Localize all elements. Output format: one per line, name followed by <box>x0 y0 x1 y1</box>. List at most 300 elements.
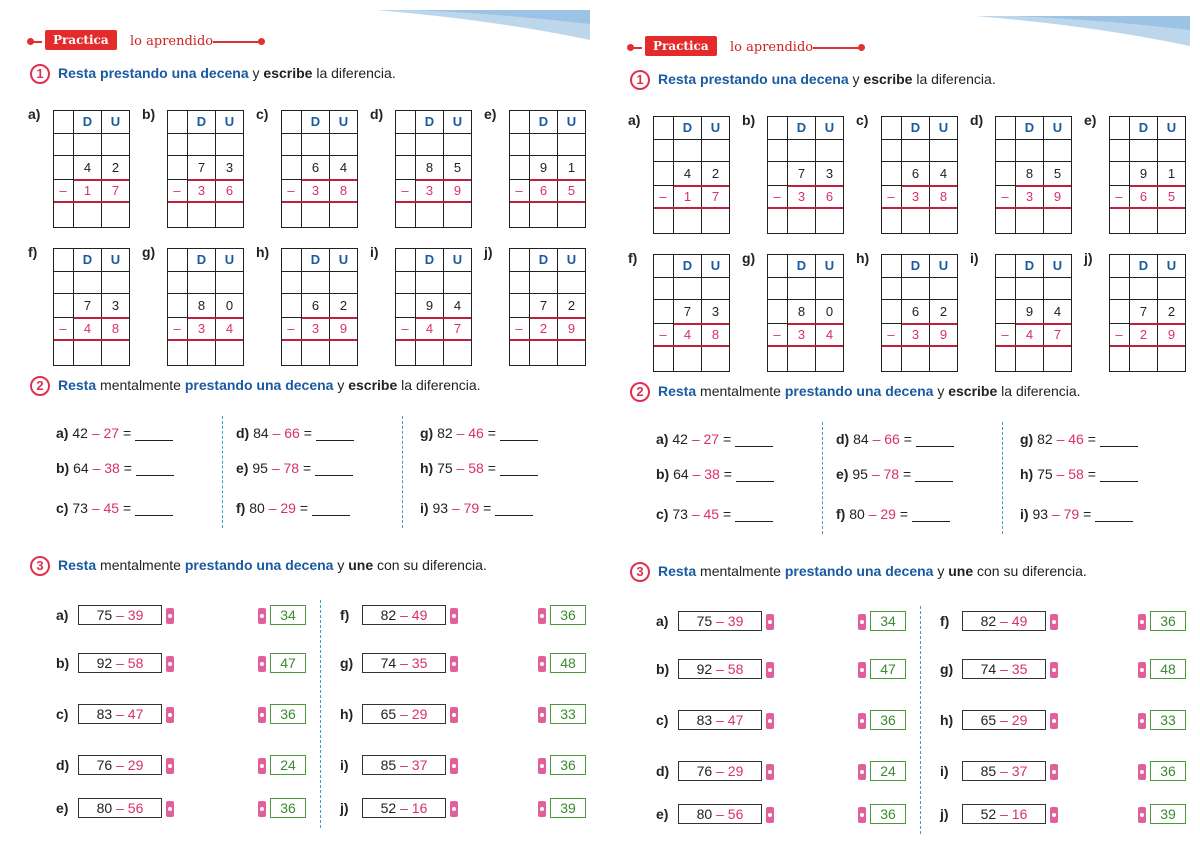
subtrahend: 29 <box>727 763 744 779</box>
grid-cell: – <box>1109 186 1130 208</box>
mental-subtraction <box>836 466 953 482</box>
grid-cell: 1 <box>558 156 586 180</box>
answer-box: 34 <box>270 605 306 625</box>
grid-cell: D <box>902 116 930 140</box>
grid-cell: U <box>444 248 472 272</box>
subtrahend: 58 <box>1068 466 1084 482</box>
grid-cell: D <box>302 110 330 134</box>
subtraction-grid <box>28 106 138 231</box>
subtrahend: 29 <box>127 757 144 773</box>
connector-socket-icon[interactable] <box>258 608 266 624</box>
banner-dot <box>627 44 634 51</box>
du-grid <box>53 110 130 228</box>
grid-cell: 4 <box>216 318 244 340</box>
grid-cell: 0 <box>216 294 244 318</box>
connector-plug-icon[interactable] <box>766 713 774 729</box>
minuend: 52 <box>380 800 397 816</box>
match-answer <box>858 804 906 824</box>
expression-box <box>78 704 162 724</box>
subtrahend: 49 <box>411 607 428 623</box>
minus-sign: – <box>116 800 124 816</box>
minus-sign: – <box>400 706 408 722</box>
grid-cell: 3 <box>416 180 444 202</box>
connector-socket-icon[interactable] <box>1138 713 1146 729</box>
grid-frame <box>281 110 358 228</box>
connector-socket-icon[interactable] <box>1138 662 1146 678</box>
grid-frame <box>53 248 130 366</box>
connector-socket-icon[interactable] <box>538 707 546 723</box>
connector-socket-icon[interactable] <box>538 758 546 774</box>
grid-cell: 5 <box>444 156 472 180</box>
grid-cell: D <box>530 110 558 134</box>
connector-plug-icon[interactable] <box>766 614 774 630</box>
minus-sign: – <box>1000 806 1008 822</box>
subtraction-grid <box>484 244 594 369</box>
exercise-letter: d) <box>970 112 984 128</box>
connector-plug-icon[interactable] <box>1050 807 1058 823</box>
minus-sign: – <box>116 706 124 722</box>
grid-cell: U <box>216 110 244 134</box>
answer-blank[interactable] <box>315 461 353 476</box>
exercise-letter: d) <box>836 431 850 447</box>
grid-cell: 4 <box>330 156 358 180</box>
subtrahend: 47 <box>127 706 144 722</box>
grid-cell: 3 <box>902 186 930 208</box>
minuend: 93 <box>1032 506 1049 522</box>
subtrahend: 16 <box>411 800 428 816</box>
du-grid <box>509 110 586 228</box>
equals-sign: = <box>899 506 909 522</box>
grid-cell: 9 <box>558 318 586 340</box>
section-number: 3 <box>630 562 650 582</box>
grid-cell: 3 <box>216 156 244 180</box>
connector-socket-icon[interactable] <box>858 807 866 823</box>
exercise-letter: e) <box>236 460 249 476</box>
grid-cell: 8 <box>788 300 816 324</box>
grid-cell: D <box>902 254 930 278</box>
minuend: 83 <box>696 712 713 728</box>
mental-subtraction <box>656 506 773 522</box>
minus-sign: – <box>716 661 724 677</box>
minuend: 80 <box>96 800 113 816</box>
mental-subtraction <box>420 425 538 441</box>
answer-blank[interactable] <box>735 507 773 522</box>
match-answer <box>858 611 906 631</box>
expression-box <box>678 761 762 781</box>
exercise-letter: j) <box>484 244 493 260</box>
minus-sign: – <box>1000 763 1008 779</box>
expression-box <box>678 659 762 679</box>
grid-cell: D <box>1016 116 1044 140</box>
grid-cell: 7 <box>444 318 472 340</box>
section-title-part: y <box>333 377 349 393</box>
exercise-letter: c) <box>856 112 869 128</box>
grid-cell: 2 <box>1158 300 1186 324</box>
minuend: 76 <box>696 763 713 779</box>
exercise-letter: b) <box>56 460 70 476</box>
grid-frame <box>167 248 244 366</box>
section-title-part: la diferencia. <box>312 65 396 81</box>
answer-box: 36 <box>270 798 306 818</box>
grid-cell: 4 <box>674 162 702 186</box>
connector-socket-icon[interactable] <box>538 656 546 672</box>
section-title-part: y <box>248 65 264 81</box>
answer-blank[interactable] <box>136 461 174 476</box>
subtrahend: 39 <box>127 607 144 623</box>
column-divider <box>402 416 403 528</box>
du-grid <box>767 254 844 372</box>
match-expression <box>940 659 1058 679</box>
grid-cell: U <box>1044 254 1072 278</box>
grid-cell: – <box>395 180 416 202</box>
answer-blank[interactable] <box>736 467 774 482</box>
grid-cell: D <box>674 254 702 278</box>
grid-cell: 9 <box>444 180 472 202</box>
answer-blank[interactable] <box>916 432 954 447</box>
minus-sign: – <box>272 425 281 441</box>
answer-box: 47 <box>270 653 306 673</box>
mental-subtraction <box>836 506 950 522</box>
match-expression <box>940 611 1058 631</box>
banner-dot <box>858 44 865 51</box>
answer-blank[interactable] <box>135 501 173 516</box>
minuend: 75 <box>696 613 713 629</box>
expression-box <box>962 611 1046 631</box>
du-grid <box>395 110 472 228</box>
banner-line <box>813 47 861 49</box>
answer-blank[interactable] <box>1100 467 1138 482</box>
subtraction-grid <box>1084 112 1194 237</box>
grid-cell: D <box>788 254 816 278</box>
subtrahend: 27 <box>103 425 120 441</box>
minus-sign: – <box>116 655 124 671</box>
exercise-letter: g) <box>142 244 156 260</box>
minuend: 85 <box>980 763 997 779</box>
exercise-letter: a) <box>628 112 641 128</box>
grid-cell: 3 <box>1016 186 1044 208</box>
grid-frame <box>995 254 1072 372</box>
mental-subtraction <box>56 500 173 516</box>
match-expression <box>340 798 458 818</box>
connector-plug-icon[interactable] <box>766 764 774 780</box>
expression-box <box>678 611 762 631</box>
connector-plug-icon[interactable] <box>166 758 174 774</box>
banner-dot <box>258 38 265 45</box>
answer-blank[interactable] <box>500 461 538 476</box>
section-title-part: y <box>848 71 864 87</box>
connector-plug-icon[interactable] <box>166 801 174 817</box>
worksheet-page-right <box>600 0 1200 849</box>
answer-box: 48 <box>1150 659 1186 679</box>
connector-plug-icon[interactable] <box>450 758 458 774</box>
banner-tag: Practica <box>45 30 117 50</box>
grid-cell: 9 <box>1158 324 1186 346</box>
grid-cell: U <box>216 248 244 272</box>
subtrahend: 58 <box>727 661 744 677</box>
grid-cell: D <box>530 248 558 272</box>
column-divider <box>222 416 223 528</box>
minuend: 80 <box>696 806 713 822</box>
minuend: 93 <box>432 500 449 516</box>
connector-socket-icon[interactable] <box>258 801 266 817</box>
minus-sign: – <box>872 431 881 447</box>
minuend: 73 <box>672 506 688 522</box>
du-grid <box>653 254 730 372</box>
practice-banner <box>630 36 870 56</box>
grid-cell: 4 <box>1044 300 1072 324</box>
minuend: 80 <box>249 500 265 516</box>
grid-cell: U <box>102 110 130 134</box>
grid-cell: 3 <box>816 162 844 186</box>
grid-frame <box>881 116 958 234</box>
grid-cell: – <box>881 186 902 208</box>
minus-sign: – <box>1000 661 1008 677</box>
grid-cell: 7 <box>102 180 130 202</box>
equals-sign: = <box>487 460 496 476</box>
exercise-letter: d) <box>656 763 670 779</box>
minus-sign: – <box>868 506 877 522</box>
minus-sign: – <box>1051 506 1060 522</box>
exercise-letter: f) <box>628 250 638 266</box>
minus-sign: – <box>1000 712 1008 728</box>
grid-cell: – <box>281 318 302 340</box>
match-answer <box>858 761 906 781</box>
answer-blank[interactable] <box>135 426 173 441</box>
mental-subtraction <box>1020 431 1138 447</box>
minuend: 85 <box>380 757 397 773</box>
expression-box <box>678 710 762 730</box>
minuend: 82 <box>1037 431 1053 447</box>
connector-socket-icon[interactable] <box>258 707 266 723</box>
grid-cell: U <box>702 254 730 278</box>
subtrahend: 66 <box>284 425 300 441</box>
grid-cell: 4 <box>674 324 702 346</box>
connector-socket-icon[interactable] <box>538 801 546 817</box>
answer-box: 34 <box>870 611 906 631</box>
banner-tag: Practica <box>645 36 717 56</box>
minus-sign: – <box>456 460 465 476</box>
exercise-letter: h) <box>340 706 354 722</box>
answer-blank[interactable] <box>495 501 533 516</box>
answer-blank[interactable] <box>1095 507 1133 522</box>
column-divider <box>920 606 921 834</box>
connector-plug-icon[interactable] <box>1050 764 1058 780</box>
connector-socket-icon[interactable] <box>858 614 866 630</box>
equals-sign: = <box>483 500 492 516</box>
section-title-part: la diferencia. <box>397 377 481 393</box>
subtraction-grid <box>856 250 966 375</box>
exercise-letter: d) <box>236 425 250 441</box>
section-title-part: escribe <box>948 383 998 399</box>
connector-socket-icon[interactable] <box>1138 764 1146 780</box>
answer-blank[interactable] <box>735 432 773 447</box>
grid-frame <box>767 254 844 372</box>
connector-plug-icon[interactable] <box>766 807 774 823</box>
grid-cell: D <box>74 110 102 134</box>
answer-box: 39 <box>1150 804 1186 824</box>
connector-socket-icon[interactable] <box>538 608 546 624</box>
subtraction-grid <box>970 250 1080 375</box>
match-expression <box>940 761 1058 781</box>
grid-cell: 7 <box>674 300 702 324</box>
minuend: 73 <box>72 500 88 516</box>
grid-cell: 3 <box>188 318 216 340</box>
du-grid <box>509 248 586 366</box>
subtrahend: 45 <box>103 500 120 516</box>
answer-box: 39 <box>550 798 586 818</box>
answer-box: 36 <box>1150 611 1186 631</box>
subtrahend: 58 <box>127 655 144 671</box>
connector-plug-icon[interactable] <box>1050 662 1058 678</box>
subtraction-grid <box>628 250 738 375</box>
mental-subtraction <box>1020 466 1138 482</box>
mental-subtraction <box>1020 506 1133 522</box>
grid-cell: – <box>653 186 674 208</box>
subtrahend: 29 <box>1011 712 1028 728</box>
subtrahend: 38 <box>704 466 720 482</box>
connector-socket-icon[interactable] <box>858 662 866 678</box>
grid-cell: 2 <box>102 156 130 180</box>
match-expression <box>656 611 774 631</box>
grid-cell: 6 <box>902 300 930 324</box>
subtrahend: 29 <box>411 706 428 722</box>
connector-socket-icon[interactable] <box>258 656 266 672</box>
grid-cell: – <box>53 180 74 202</box>
grid-cell: 4 <box>1016 324 1044 346</box>
mental-subtraction <box>236 500 350 516</box>
minuend: 82 <box>380 607 397 623</box>
grid-cell: 9 <box>1016 300 1044 324</box>
connector-socket-icon[interactable] <box>1138 614 1146 630</box>
equals-sign: = <box>722 431 732 447</box>
section-title-part: une <box>348 557 374 573</box>
minuend: 92 <box>96 655 113 671</box>
connector-plug-icon[interactable] <box>1050 614 1058 630</box>
answer-blank[interactable] <box>312 501 350 516</box>
grid-cell: 1 <box>1158 162 1186 186</box>
connector-plug-icon[interactable] <box>450 801 458 817</box>
connector-socket-icon[interactable] <box>858 713 866 729</box>
subtrahend: 79 <box>463 500 480 516</box>
answer-box: 36 <box>550 605 586 625</box>
grid-frame <box>53 110 130 228</box>
subtrahend: 56 <box>727 806 744 822</box>
exercise-letter: b) <box>742 112 756 128</box>
answer-blank[interactable] <box>912 507 950 522</box>
subtrahend: 46 <box>1068 431 1084 447</box>
answer-blank[interactable] <box>316 426 354 441</box>
grid-cell: 8 <box>188 294 216 318</box>
grid-frame <box>395 110 472 228</box>
section-title-part: une <box>948 563 974 579</box>
minuend: 74 <box>980 661 997 677</box>
equals-sign: = <box>723 466 732 482</box>
connector-plug-icon[interactable] <box>766 662 774 678</box>
du-grid <box>281 110 358 228</box>
connector-plug-icon[interactable] <box>166 707 174 723</box>
grid-cell: U <box>816 254 844 278</box>
connector-plug-icon[interactable] <box>450 608 458 624</box>
answer-blank[interactable] <box>915 467 953 482</box>
match-answer <box>258 704 306 724</box>
grid-frame <box>509 110 586 228</box>
grid-cell: U <box>558 248 586 272</box>
minuend: 65 <box>380 706 397 722</box>
minuend: 80 <box>849 506 865 522</box>
minuend: 76 <box>96 757 113 773</box>
subtraction-grid <box>970 112 1080 237</box>
exercise-letter: g) <box>742 250 756 266</box>
connector-socket-icon[interactable] <box>1138 807 1146 823</box>
grid-cell: 3 <box>102 294 130 318</box>
subtraction-grid <box>256 244 366 369</box>
page-inner <box>600 0 1200 849</box>
grid-cell: 2 <box>930 300 958 324</box>
minus-sign: – <box>716 763 724 779</box>
answer-box: 36 <box>1150 761 1186 781</box>
match-answer <box>1138 761 1186 781</box>
exercise-letter: b) <box>56 655 70 671</box>
exercise-letter: f) <box>940 613 950 629</box>
answer-blank[interactable] <box>500 426 538 441</box>
grid-cell: 6 <box>302 156 330 180</box>
connector-plug-icon[interactable] <box>450 656 458 672</box>
answer-box: 36 <box>870 710 906 730</box>
grid-cell: 7 <box>1130 300 1158 324</box>
grid-cell: 6 <box>216 180 244 202</box>
expression-box <box>362 653 446 673</box>
connector-socket-icon[interactable] <box>858 764 866 780</box>
minus-sign: – <box>1056 466 1065 482</box>
grid-cell: 0 <box>816 300 844 324</box>
grid-cell: 8 <box>930 186 958 208</box>
du-grid <box>395 248 472 366</box>
connector-socket-icon[interactable] <box>258 758 266 774</box>
minuend: 95 <box>852 466 868 482</box>
exercise-letter: h) <box>1020 466 1034 482</box>
answer-box: 33 <box>550 704 586 724</box>
exercise-letter: f) <box>836 506 846 522</box>
minus-sign: – <box>1056 431 1065 447</box>
exercise-letter: i) <box>420 500 429 516</box>
subtraction-grid <box>856 112 966 237</box>
match-answer <box>858 710 906 730</box>
grid-cell: D <box>788 116 816 140</box>
minus-sign: – <box>268 500 277 516</box>
section-number: 2 <box>630 382 650 402</box>
section-title-part: prestando una decena <box>184 377 334 393</box>
match-answer <box>258 605 306 625</box>
answer-blank[interactable] <box>1100 432 1138 447</box>
answer-box: 48 <box>550 653 586 673</box>
minuend: 75 <box>1037 466 1053 482</box>
section-title-part: escribe <box>863 71 913 87</box>
connector-plug-icon[interactable] <box>1050 713 1058 729</box>
du-grid <box>995 254 1072 372</box>
minus-sign: – <box>400 655 408 671</box>
grid-cell: 3 <box>188 180 216 202</box>
connector-plug-icon[interactable] <box>166 608 174 624</box>
grid-cell: 8 <box>702 324 730 346</box>
grid-cell: 5 <box>558 180 586 202</box>
minuend: 65 <box>980 712 997 728</box>
equals-sign: = <box>1087 431 1096 447</box>
grid-cell: 4 <box>930 162 958 186</box>
connector-plug-icon[interactable] <box>450 707 458 723</box>
grid-cell: U <box>1158 116 1186 140</box>
connector-plug-icon[interactable] <box>166 656 174 672</box>
grid-frame <box>1109 116 1186 234</box>
